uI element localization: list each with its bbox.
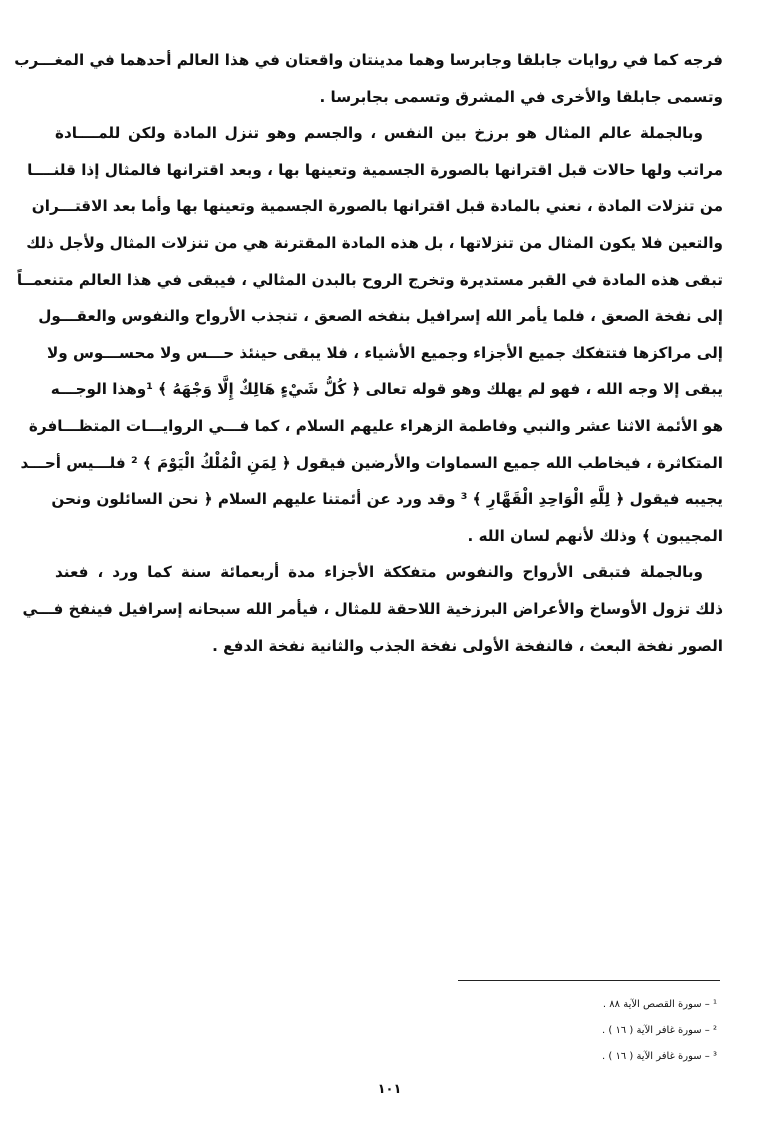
body-line: إلى مراكزها فتتفكك جميع الأجزاء وجميع الأشياء ، فلا يبقى حينئذ حـــس ولا محســـوس ولا [46,343,723,362]
footnote-2: ² – سورة غافر الآية ( ١٦ ) . [602,1025,717,1036]
body-line: وتسمى جابلقا والأخرى في المشرق وتسمى بجابرسا . [319,87,723,106]
page-number: ١٠١ [377,1082,402,1097]
body-line: تبقى هذه المادة في القبر مستديرة وتخرج الروح بالبدن المثالي ، فيبقى في هذا العالم متنعمــاً [16,270,723,289]
body-line: وبالجملة عالم المثال هو برزخ بين النفس ، والجسم وهو تنزل المادة ولكن للمــــادة [55,124,703,143]
body-line: يبقى إلا وجه الله ، فهو لم يهلك وهو قوله تعالى ﴿ كُلُّ شَيْءٍ هَالِكٌ إِلَّا وَجْهَهُ ﴾ ¹وهذا الوجـــه [50,380,723,399]
body-text [14,42,723,664]
footnote-3: ³ – سورة غافر الآية ( ١٦ ) . [602,1051,717,1062]
body-line: فرجه كما في روايات جابلقا وجابرسا وهما مدينتان واقعتان في هذا العالم أحدهما في المغـــرب [14,51,723,69]
body-line: مراتب ولها حالات قبل اقترانها بالصورة الجسمية وتعينها بها ، وبعد اقترانها فالمثال إذا قلنــــا [27,160,723,179]
body-line: إلى نفخة الصعق ، فلما يأمر الله إسرافيل بنفخه الصعق ، تنجذب الأرواح والنفوس والعقـــول [38,307,723,326]
footnote-divider [458,980,720,981]
body-line: والتعين فلا يكون المثال من تنزلاتها ، بل هذه المادة المقترنة هي من تنزلات المثال ولأجل ذلك [26,233,723,252]
body-line: المتكاثرة ، فيخاطب الله جميع السماوات والأرضين فيقول ﴿ لِمَنِ الْمُلْكُ الْيَوْمَ ﴾ ² فلـــيس أحـــد [20,453,723,472]
body-line: المجيبون ﴾ وذلك لأنهم لسان الله . [467,526,723,545]
footnotes [397,992,717,1070]
body-line: ذلك تزول الأوساخ والأعراض البرزخية اللاحقة للمثال ، فيأمر الله سبحانه إسرافيل فينفخ فـــي [22,599,723,618]
body-line: يجيبه فيقول ﴿ لِلَّهِ الْوَاحِدِ الْقَهَّارِ ﴾ ³ وقد ورد عن أئمتنا عليهم السلام ﴿ نحن السائلون ونحن [51,490,723,509]
footnote-1: ¹ – سورة القصص الآية ٨٨ . [602,999,717,1010]
body-line: وبالجملة فتبقى الأرواح والنفوس متفككة الأجزاء مدة أربعمائة سنة كما ورد ، فعند [55,563,703,582]
body-line: الصور نفخة البعث ، فالنفخة الأولى نفخة الجذب والثانية نفخة الدفع . [212,636,723,655]
body-line: من تنزلات المادة ، نعني بالمادة قبل اقترانها بالصورة الجسمية وتعينها بها وأما بعد الاقتـــران [31,197,723,216]
body-line: هو الأئمة الاثنا عشر والنبي وفاطمة الزهراء عليهم السلام ، كما فـــي الروايـــات المتظـــافرة [28,416,723,435]
